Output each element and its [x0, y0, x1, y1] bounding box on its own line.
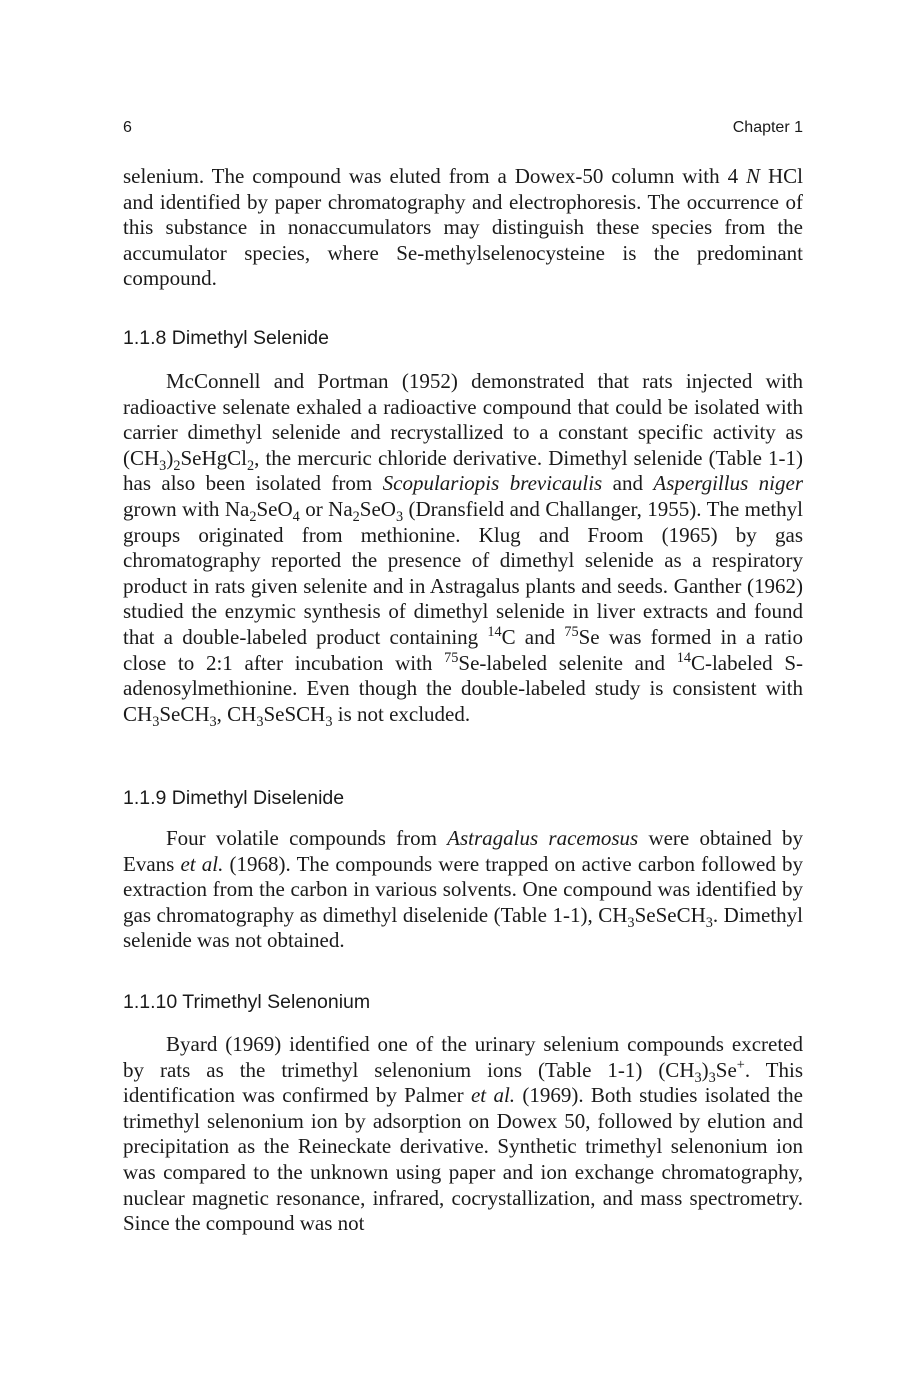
section-paragraph-dimethyl-diselenide: Four volatile compounds from Astragalus racemosus were obtained by Evans et al. (1968). The compounds were trapped on active carbon followed by extraction from the carbon in various solvents. One compound was identified by gas chromatography as dimethyl diselenide (Table 1-1), $CH_3SeSeCH_3$. Dimethyl selenide was not obtained.: [123, 826, 804, 953]
section-heading-dimethyl-diselenide: 1.1.9 Dimethyl Diselenide: [123, 787, 345, 809]
running-header: [123, 118, 803, 138]
section-heading-trimethyl-selenonium: 1.1.10 Trimethyl Selenonium: [123, 991, 371, 1013]
page-number: 6: [123, 119, 132, 136]
intro-paragraph: selenium. The compound was eluted from a Dowex-50 column with 4 N HCl and identified by paper chromatography and electrophoresis. The occurrence of this substance in nonaccumulators may distinguish these species from the accumulator species, where Se-methylselenocysteine is the predominant compound.: [123, 164, 803, 291]
section-paragraph-dimethyl-selenide: McConnell and Portman (1952) demonstrated that rats injected with radioactive selenate exhaled a radioactive compound that could be isolated with carrier dimethyl selenide and recrystallized to a constant specific activity as $(CH_3)_2SeHgCl_2$, the mercuric chloride derivative. Dimethyl selenide (Table 1-1) has also been isolated from Scopulariopis brevicaulis and Aspergillus niger grown with $Na_2SeO_4$ or $Na_2SeO_3$ (Dransfield and Challanger, 1955). The methyl groups originated from methionine. Klug and Froom (1965) by gas chromatography reported the presence of dimethyl selenide as a respiratory product in rats given selenite and in Astragalus plants and seeds. Ganther (1962) studied the enzymic synthesis of dimethyl selenide in liver extracts and found that a double-labeled product containing $^{14}$C and $^{75}$Se was formed in a ratio close to 2:1 after incubation with $^{75}$Se-labeled selenite and $^{14}$C-labeled S-adenosylmethionine. Even though the double-labeled study is consistent with $CH_3SeCH_3$, $CH_3SeSCH_3$ is not excluded.: [123, 369, 803, 730]
chapter-title: Chapter 1: [732, 119, 803, 136]
section-paragraph-trimethyl-selenonium: Byard (1969) identified one of the urinary selenium compounds excreted by rats as the trimethyl selenonium ions (Table 1-1) $(CH_3)_3Se^+$. This identification was confirmed by Palmer et al. (1969). Both studies isolated the trimethyl selenonium ion by adsorption on Dowex 50, followed by elution and precipitation as the Reineckate derivative. Synthetic trimethyl selenonium ion was compared to the unknown using paper and ion exchange chromatography, nuclear magnetic resonance, infrared, cocrystallization, and mass spectrometry. Since the compound was not: [123, 1032, 804, 1236]
section-heading-dimethyl-selenide: 1.1.8 Dimethyl Selenide: [123, 327, 329, 349]
